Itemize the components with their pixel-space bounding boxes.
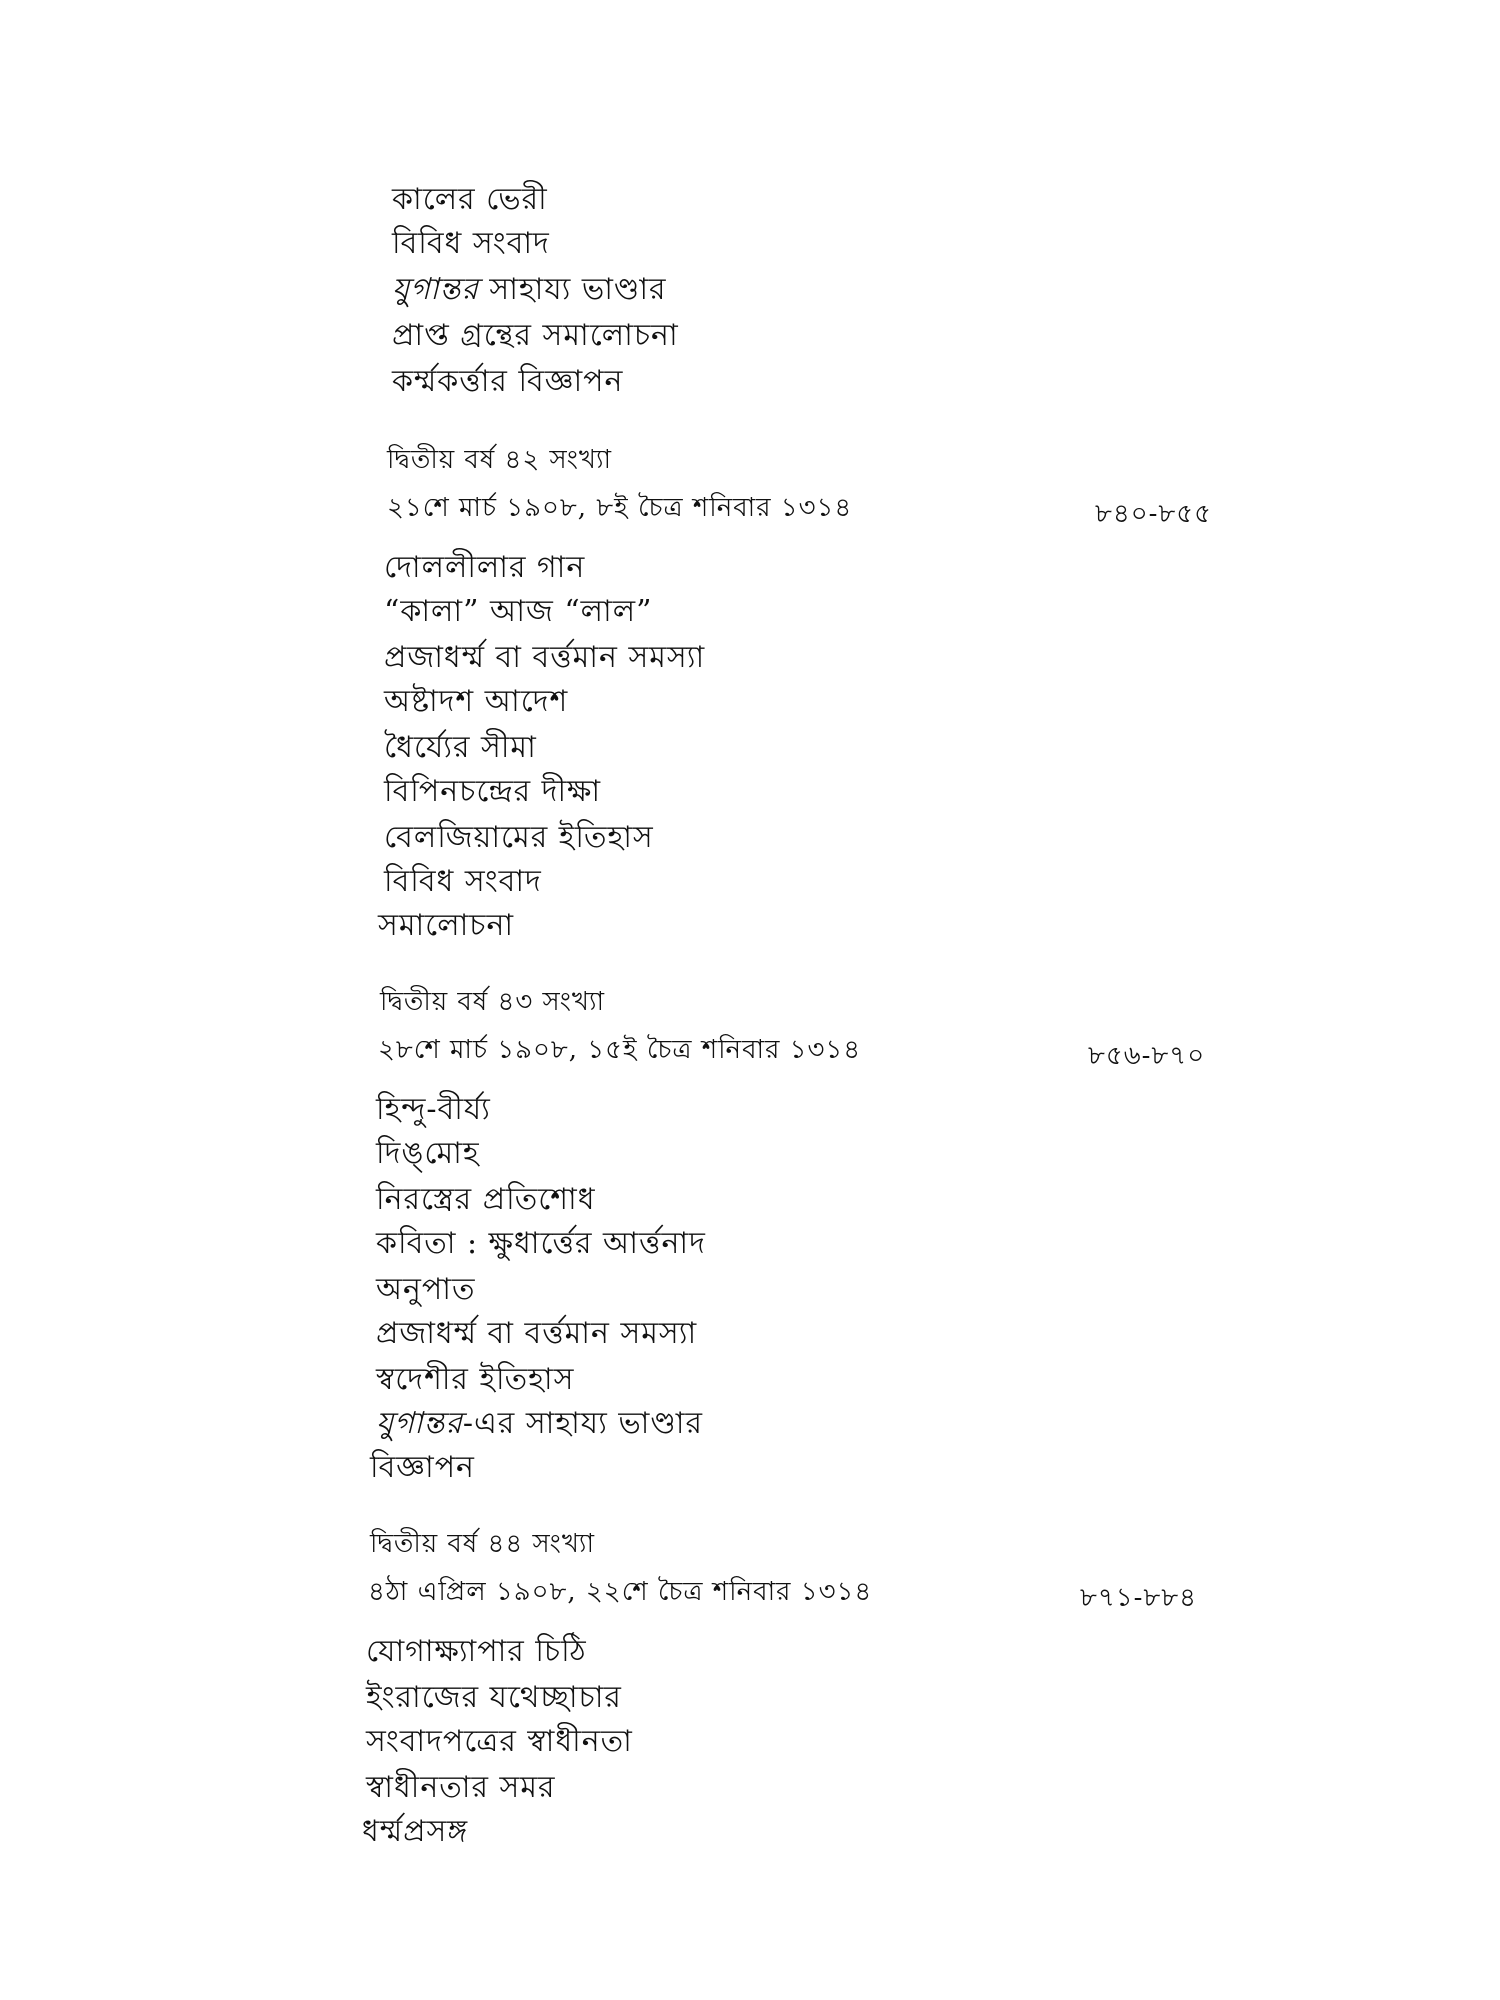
toc-entry [392, 268, 667, 312]
toc-entry [376, 1402, 703, 1446]
toc-entry: প্রজাধর্ম্ম বা বর্ত্তমান সমস্যা [376, 1316, 698, 1351]
issue-date: ২৮শে মার্চ ১৯০৮, ১৫ই চৈত্র শনিবার ১৩১৪ [378, 1035, 862, 1065]
toc-entry: যোগাক্ষ্যাপার চিঠি [366, 1634, 587, 1669]
issue-label: দ্বিতীয় বর্ষ ৪৪ সংখ্যা [370, 1529, 596, 1559]
toc-entry: “কালা” আজ “লাল” [384, 594, 653, 629]
toc-entry: বিবিধ সংবাদ [384, 864, 542, 899]
page-range: ৮৭১-৮৮৪ [1080, 1583, 1198, 1613]
issue-label: দ্বিতীয় বর্ষ ৪২ সংখ্যা [387, 445, 613, 475]
toc-entry: স্বদেশীর ইতিহাস [376, 1362, 575, 1397]
publication-name: যুগান্তর [376, 1406, 463, 1441]
toc-entry: দোললীলার গান [384, 550, 586, 585]
toc-entry: বিজ্ঞাপন [370, 1450, 475, 1485]
toc-entry: বেলজিয়ামের ইতিহাস [384, 820, 654, 855]
toc-entry: কবিতা : ক্ষুধার্ত্তের আর্ত্তনাদ [376, 1226, 706, 1261]
toc-entry: প্রাপ্ত গ্রন্থের সমালোচনা [392, 318, 679, 353]
toc-entry: প্রজাধর্ম্ম বা বর্ত্তমান সমস্যা [384, 640, 706, 675]
toc-entry: হিন্দু-বীর্য্য [376, 1092, 491, 1127]
issue-date: ৪ঠা এপ্রিল ১৯০৮, ২২শে চৈত্র শনিবার ১৩১৪ [368, 1577, 873, 1607]
toc-entry: অনুপাত [376, 1272, 476, 1307]
toc-entry-text: সাহায্য ভাণ্ডার [489, 272, 667, 307]
page-range: ৮৪০-৮৫৫ [1095, 499, 1213, 529]
toc-entry: সংবাদপত্রের স্বাধীনতা [366, 1724, 633, 1759]
toc-entry: ধর্ম্মপ্রসঙ্গ [362, 1814, 469, 1849]
toc-entry: স্বাধীনতার সমর [366, 1770, 556, 1805]
toc-entry: কর্ম্মকর্ত্তার বিজ্ঞাপন [392, 364, 624, 399]
issue-date: ২১শে মার্চ ১৯০৮, ৮ই চৈত্র শনিবার ১৩১৪ [387, 493, 853, 523]
toc-entry: কালের ভেরী [392, 182, 548, 217]
toc-entry: অষ্টাদশ আদেশ [384, 684, 569, 719]
toc-entry: ইংরাজের যথেচ্ছাচার [366, 1680, 622, 1715]
toc-entry: বিবিধ সংবাদ [392, 226, 550, 261]
toc-entry: দিঙ্‌মোহ [376, 1136, 480, 1171]
toc-entry: নিরস্ত্রের প্রতিশোধ [376, 1182, 596, 1217]
toc-entry: সমালোচনা [378, 908, 515, 943]
toc-entry: বিপিনচন্দ্রের দীক্ষা [384, 774, 602, 809]
page-range: ৮৫৬-৮৭০ [1088, 1041, 1206, 1071]
issue-label: দ্বিতীয় বর্ষ ৪৩ সংখ্যা [380, 987, 606, 1017]
publication-name: যুগান্তর [392, 272, 479, 307]
toc-entry-text: -এর সাহায্য ভাণ্ডার [462, 1406, 704, 1441]
toc-entry: ধৈর্য্যের সীমা [384, 730, 537, 765]
